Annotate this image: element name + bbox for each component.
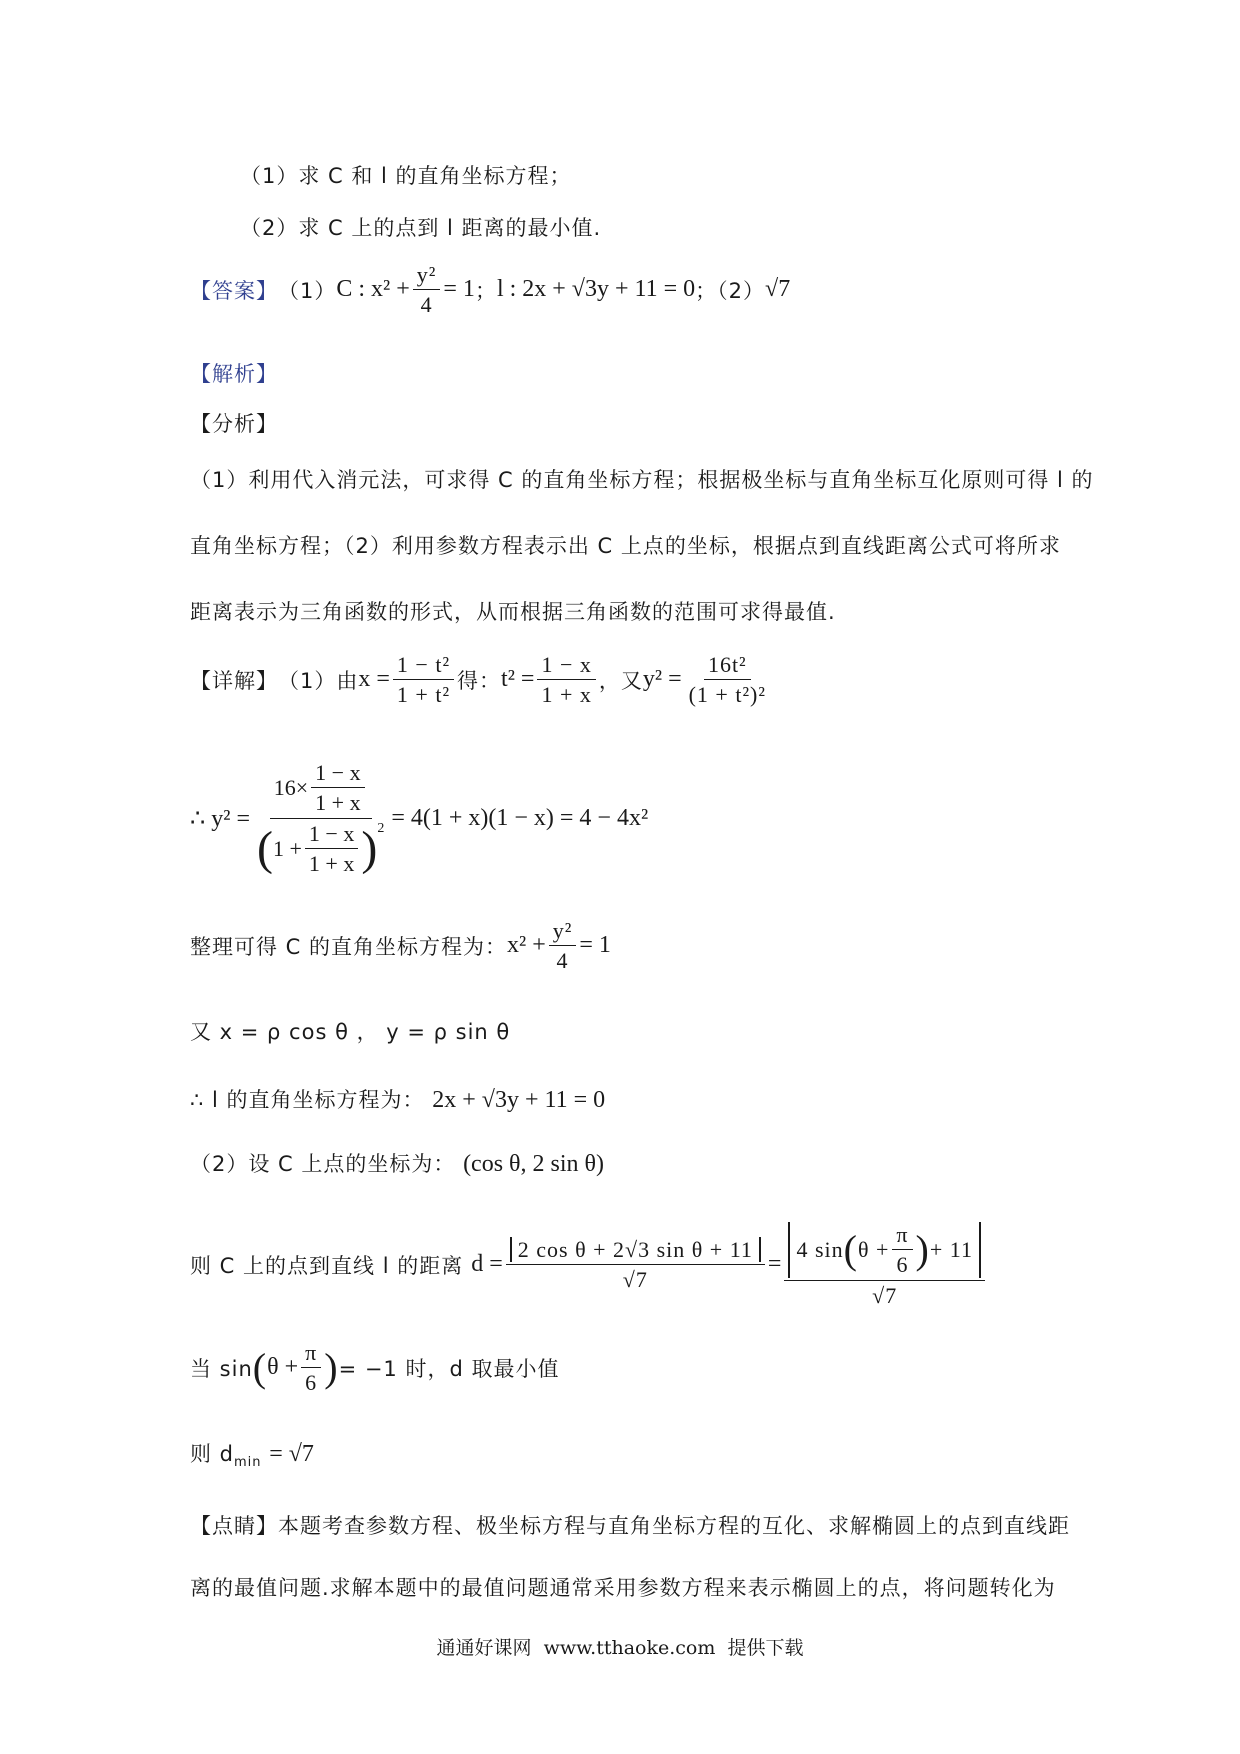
answer-line xyxy=(190,262,790,318)
dianjing-line-2: 离的最值问题.求解本题中的最值问题通常采用参数方程来表示椭圆上的点，将问题转化为 xyxy=(190,1576,1056,1600)
detail-y2-den: (1 + t²)² xyxy=(688,682,766,708)
zhengli-eq-b: = 1 xyxy=(579,932,611,959)
line-eq-line xyxy=(190,1084,605,1114)
big-fraction xyxy=(253,760,388,876)
d-num2-plus11: + 11 xyxy=(929,1237,973,1263)
detail-tag: 【详解】 xyxy=(190,668,278,693)
answer-frac-den: 4 xyxy=(420,292,433,318)
dmin-sub: min xyxy=(234,1455,262,1471)
answer-tag: 【答案】 xyxy=(190,278,278,303)
answer-part2: ；（2） xyxy=(695,278,766,303)
pi-six-fraction xyxy=(892,1222,912,1278)
zhengli-den: 4 xyxy=(556,948,569,974)
when-pi-six xyxy=(301,1340,321,1396)
answer-frac-num: y² xyxy=(413,262,441,290)
left-paren: ( xyxy=(257,821,273,875)
zhengli-line xyxy=(190,918,611,974)
inner-top-num: 1 − x xyxy=(311,760,364,788)
zhengli-fraction xyxy=(549,918,577,974)
page-footer xyxy=(0,1633,1240,1660)
when-theta: θ + xyxy=(267,1354,299,1381)
question-2: （2）求 C 上的点到 l 距离的最小值. xyxy=(240,216,602,240)
d-num2-sin: 4 sin xyxy=(796,1237,844,1263)
question-1: （1）求 C 和 l 的直角坐标方程； xyxy=(240,164,572,188)
part2-point: (cos θ, 2 sin θ) xyxy=(463,1151,605,1177)
detail-de: 得： xyxy=(457,668,502,693)
detail-step1 xyxy=(190,652,773,708)
d-num-1 xyxy=(506,1237,765,1265)
inner-bottom-num: 1 − x xyxy=(305,821,358,849)
detail-t2: t² = xyxy=(501,666,535,693)
detail-y2: y² = xyxy=(642,666,682,693)
polar-line: 又 x = ρ cos θ ， y = ρ sin θ xyxy=(190,1020,511,1044)
detail-y2-num: 16t² xyxy=(704,652,751,680)
part2-text: （2）设 C 上点的坐标为： xyxy=(190,1152,456,1176)
d-eq: d = xyxy=(471,1251,503,1278)
footer-suffix: 提供下载 xyxy=(727,1637,804,1659)
part2-line xyxy=(190,1148,604,1178)
when-d-min: d 取最小值 xyxy=(449,1356,560,1381)
detail-t2-den: 1 + x xyxy=(541,682,592,708)
footer-url[interactable]: www.tthaoke.com xyxy=(543,1637,716,1659)
d-num-2 xyxy=(784,1222,985,1281)
dmin-line xyxy=(190,1438,314,1470)
answer-sep: ； xyxy=(474,278,497,303)
distance-text: 则 C 上的点到直线 l 的距离 xyxy=(190,1253,464,1278)
detail-x-eq: x = xyxy=(358,666,390,693)
zhengli-text: 整理可得 C 的直角坐标方程为： xyxy=(190,934,508,959)
detail-you: ，又 xyxy=(598,668,643,693)
zhengli-num: y² xyxy=(549,918,577,946)
big-fraction-den xyxy=(253,819,388,877)
d-den-1: √7 xyxy=(622,1267,648,1293)
dmin-value: = √7 xyxy=(269,1441,314,1467)
when-six: 6 xyxy=(305,1370,318,1396)
dianjing-line-1 xyxy=(190,1510,1070,1540)
line-eq-formula: 2x + √3y + 11 = 0 xyxy=(432,1087,606,1113)
detail-x-fraction xyxy=(393,652,454,708)
analysis-tag: 【解析】 xyxy=(190,362,278,386)
d-num2-lparen: ( xyxy=(843,1226,858,1272)
when-line xyxy=(190,1340,559,1396)
when-pi: π xyxy=(301,1340,321,1368)
answer-curve-rhs: = 1 xyxy=(443,276,475,303)
d-fraction-1 xyxy=(506,1237,765,1293)
answer-part1: （1） xyxy=(278,278,337,303)
inner-fraction-bottom xyxy=(305,821,358,877)
dmin-text: 则 d xyxy=(190,1442,235,1466)
line-eq-text: ∴ l 的直角坐标方程为： xyxy=(190,1088,425,1112)
detail-t2-num: 1 − x xyxy=(537,652,595,680)
detail-y2-fraction xyxy=(685,652,770,708)
zhengli-eq-a: x² + xyxy=(507,932,546,959)
when-rparen: ) xyxy=(324,1345,339,1391)
footer-site: 通通好课网 xyxy=(436,1637,532,1659)
detail-x-num: 1 − t² xyxy=(393,652,454,680)
d-fraction-2 xyxy=(784,1222,985,1308)
right-paren: ) xyxy=(361,821,378,875)
answer-fraction xyxy=(413,262,441,318)
square-exponent: 2 xyxy=(377,820,385,836)
detail-t2-fraction xyxy=(537,652,595,708)
distance-line xyxy=(190,1222,988,1308)
inner-top-den: 1 + x xyxy=(315,790,361,816)
answer-line-eq: l : 2x + √3y + 11 = 0 xyxy=(496,276,696,303)
dianjing-tag: 【点睛】 xyxy=(190,1514,278,1538)
fenxi-tag: 【分析】 xyxy=(190,412,278,436)
fenxi-line-2: 直角坐标方程；（2）利用参数方程表示出 C 上点的坐标，根据点到直线距离公式可将所求 xyxy=(190,534,1061,558)
therefore-rhs: = 4(1 + x)(1 − x) = 4 − 4x² xyxy=(391,804,649,831)
dianjing-text-1: 本题考查参数方程、极坐标方程与直角坐标方程的互化、求解椭圆上的点到直线距 xyxy=(278,1514,1070,1538)
big-fraction-num xyxy=(270,760,372,819)
inner-fraction-top xyxy=(311,760,364,816)
detail-therefore xyxy=(190,760,648,876)
answer-min-value: √7 xyxy=(765,276,791,303)
six-den: 6 xyxy=(896,1252,909,1278)
pi-num: π xyxy=(892,1222,912,1250)
d-num2-theta: θ + xyxy=(857,1237,890,1263)
when-lparen: ( xyxy=(252,1345,268,1391)
d-num-1-abs: 2 cos θ + 2√3 sin θ + 11 xyxy=(510,1237,761,1262)
d-num2-rparen: ) xyxy=(915,1226,930,1272)
fenxi-line-3: 距离表示为三角函数的形式，从而根据三角函数的范围可求得最值. xyxy=(190,600,836,624)
detail-step1-prefix: （1）由 xyxy=(278,668,359,693)
answer-curve: C : x² + xyxy=(336,276,410,303)
d-den-2: √7 xyxy=(872,1282,898,1308)
inner-bottom-den: 1 + x xyxy=(308,850,355,876)
when-equals: = −1 时， xyxy=(338,1356,450,1381)
fenxi-line-1: （1）利用代入消元法，可求得 C 的直角坐标方程；根据极坐标与直角坐标互化原则可得 l 的 xyxy=(190,468,1094,492)
d-eq-2: = xyxy=(767,1251,782,1278)
big-num-prefix: 16× xyxy=(273,775,309,801)
therefore-lhs: ∴ y² = xyxy=(190,805,250,832)
detail-x-den: 1 + t² xyxy=(396,682,451,708)
d-num-2-abs xyxy=(788,1222,981,1278)
big-den-prefix: 1 + xyxy=(272,835,302,861)
when-sin: 当 sin xyxy=(190,1356,253,1381)
